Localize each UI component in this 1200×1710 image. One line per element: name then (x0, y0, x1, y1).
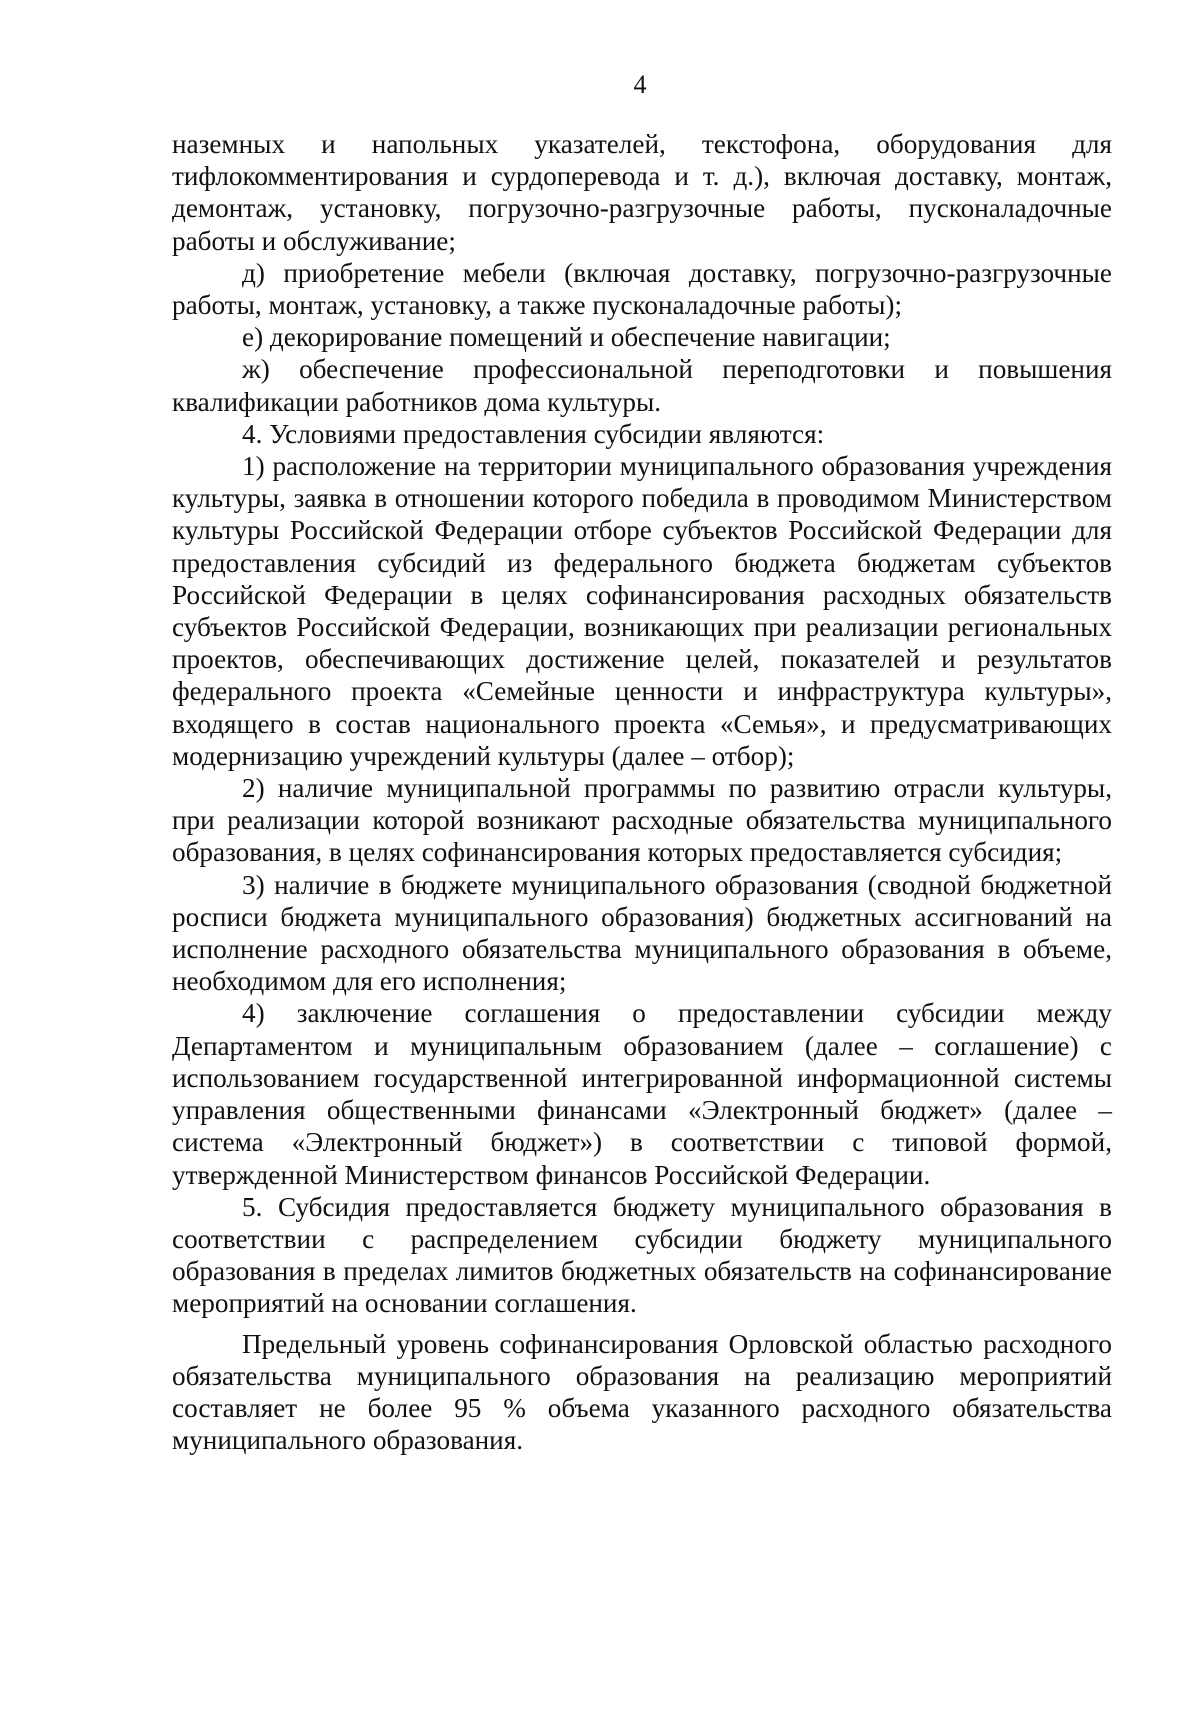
paragraph-condition-4: 4) заключение соглашения о предоставлении субсидии между Департаментом и муниципальным образованием (далее – соглашение) с использованием государственной интегрированной информационной системы управления общественными финансами «Электронный бюджет» (далее – система «Электронный бюджет») в соответствии с типовой формой, утвержденной Министерством финансов Российской Федерации. (172, 998, 1112, 1190)
paragraph-item-d: д) приобретение мебели (включая доставку, погрузочно-разгрузочные работы, монтаж, установку, а также пусконаладочные работы); (172, 257, 1112, 321)
paragraph-item-zh: ж) обеспечение профессиональной переподготовки и повышения квалификации работников дома культуры. (172, 354, 1112, 417)
paragraph-condition-3: 3) наличие в бюджете муниципального образования (сводной бюджетной росписи бюджета муниципального образования) бюджетных ассигнований на исполнение расходного обязательства муниципального образования в объеме, необходимом для его исполнения; (172, 869, 1112, 997)
paragraph-condition-2: 2) наличие муниципальной программы по развитию отрасли культуры, при реализации которой возникают расходные обязательства муниципального образования, в целях софинансирования которых предоставляется субсидия; (172, 773, 1112, 868)
paragraph-continuation: наземных и напольных указателей, текстофона, оборудования для тифлокомментирования и сурдоперевода и т. д.), включая доставку, монтаж, демонтаж, установку, погрузочно-разгрузочные работы, пусконаладочные работы и обслуживание; (172, 129, 1112, 256)
paragraph-condition-1: 1) расположение на территории муниципального образования учреждения культуры, заявка в отношении которого победила в проводимом Министерством культуры Российской Федерации отборе субъектов Российской Федерации для предоставления субсидий из федерального бюджета бюджетам субъектов Российской Федерации в целях софинансирования расходных обязательств субъектов Российской Федерации, возникающих при реализации региональных проектов, обеспечивающих достижение целей, показателей и результатов федерального проекта «Семейные ценности и инфраструктура культуры», входящего в состав национального проекта «Семья», и предусматривающих модернизацию учреждений культуры (далее – отбор); (172, 451, 1112, 771)
paragraph-item-e: е) декорирование помещений и обеспечение навигации; (242, 322, 891, 353)
paragraph-cofinancing-level: Предельный уровень софинансирования Орловской областью расходного обязательства муниципального образования на реализацию мероприятий составляет не более 95 % объема указанного расходного обязательства муниципального образования. (172, 1328, 1112, 1456)
paragraph-section-5: 5. Субсидия предоставляется бюджету муниципального образования в соответствии с распределением субсидии бюджету муниципального образования в пределах лимитов бюджетных обязательств на софинансирование мероприятий на основании соглашения. (172, 1191, 1112, 1319)
document-body (172, 128, 1112, 1456)
paragraph-section-4: 4. Условиями предоставления субсидии являются: (242, 418, 825, 449)
page-number: 4 (633, 70, 647, 99)
